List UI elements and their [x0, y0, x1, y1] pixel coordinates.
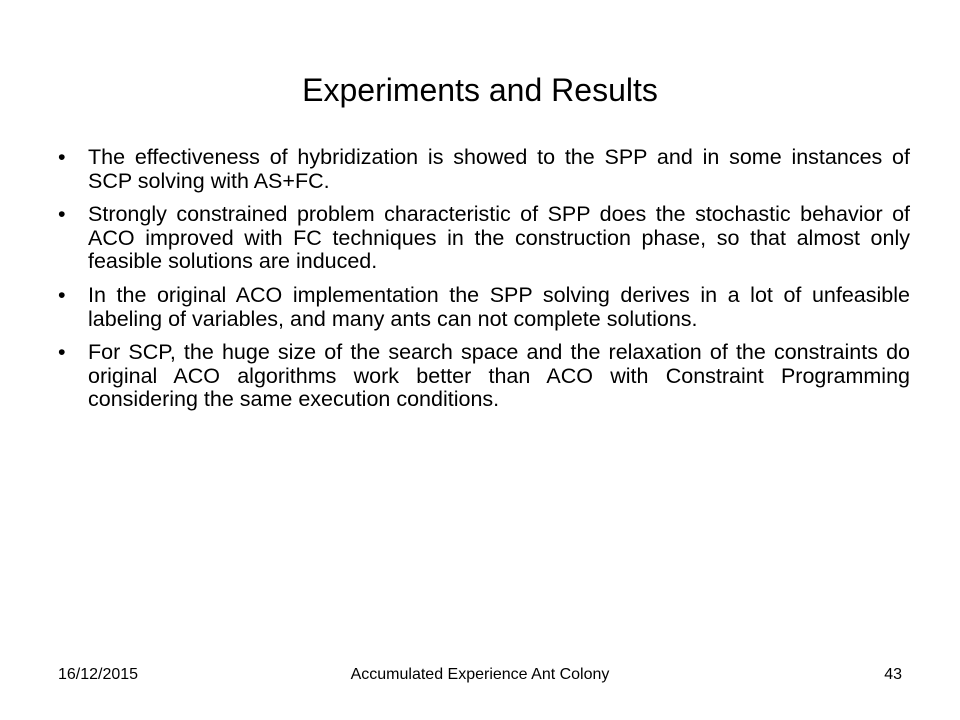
bullet-marker: •	[58, 340, 66, 365]
bullet-text-3: In the original ACO implementation the SPP solving derives in a lot of unfeasible labeling of variables, and many ants can not complete solutions.	[88, 282, 910, 331]
bullet-marker: •	[58, 282, 66, 307]
footer-presentation-title: Accumulated Experience Ant Colony	[350, 666, 610, 683]
bullet-list	[58, 146, 910, 422]
slide-title: Experiments and Results	[302, 72, 658, 108]
bullet-item-4	[58, 341, 910, 412]
footer-page-number: 43	[884, 666, 902, 683]
bullet-text-1: The effectiveness of hybridization is showed to the SPP and in some instances of SCP solving with AS+FC.	[88, 145, 910, 193]
bullet-marker: •	[58, 202, 66, 227]
bullet-text-2: Strongly constrained problem characteristic of SPP does the stochastic behavior of ACO improved with FC techniques in the construction phase, so that almost only feasible solutions are induced.	[88, 202, 910, 274]
bullet-text-4: For SCP, the huge size of the search space and the relaxation of the constraints do original ACO algorithms work better than ACO with Constraint Programming considering the same execution conditions.	[88, 340, 910, 412]
bullet-item-2	[58, 203, 910, 274]
bullet-item-3	[58, 284, 910, 331]
bullet-marker: •	[58, 145, 66, 169]
footer-date: 16/12/2015	[58, 666, 139, 683]
bullet-item-1	[58, 146, 910, 193]
